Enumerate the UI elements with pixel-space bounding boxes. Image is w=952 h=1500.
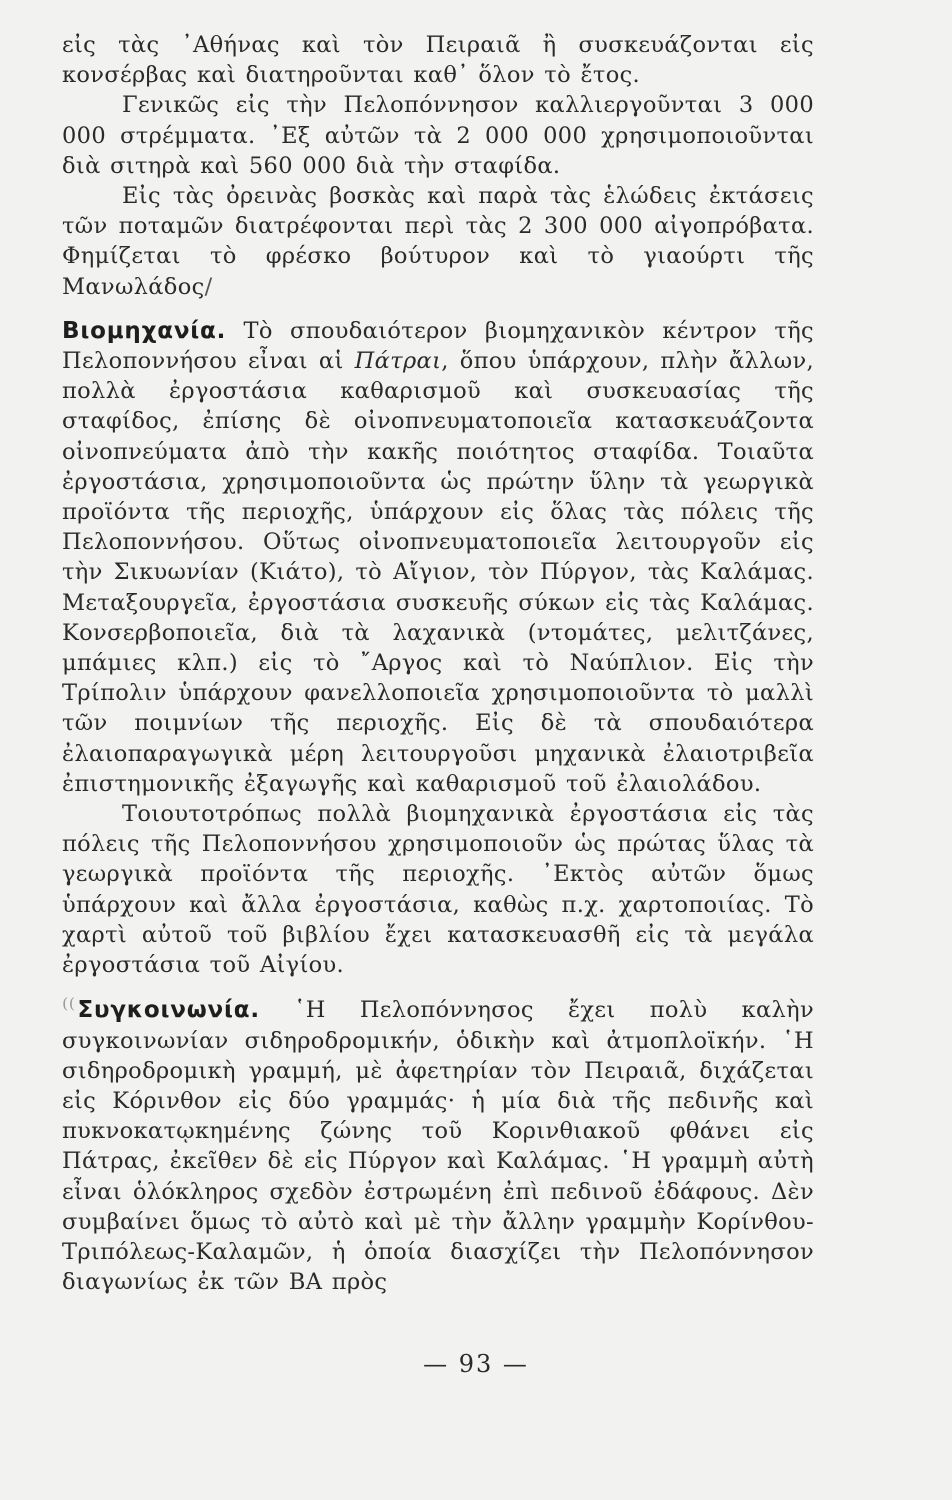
paragraph-industry-summary: Τοιουτοτρόπως πολλὰ βιομηχανικὰ ἐργοστάσια εἰς τὰς πόλεις τῆς Πελοποννήσου χρησιμοποιοῦν ὡς πρώτας ὕλας τὰ γεωργικὰ προϊόντα τῆς περιοχῆς. ᾿Εκτὸς αὐτῶν ὅμως ὑπάρχουν καὶ ἄλλα ἐργοστάσια, καθὼς π.χ. χαρτοποιίας. Τὸ χαρτὶ αὐτοῦ τοῦ βιβλίου ἔχει κατασκευασθῆ εἰς τὰ μεγάλα ἐργοστάσια τοῦ Αἰγίου.: [62, 801, 814, 979]
pencil-margin-mark: ⁽⁽: [62, 994, 76, 1025]
handwritten-slash-mark: /: [204, 273, 213, 300]
section-industry: [62, 316, 814, 799]
paragraph-livestock-text: Εἰς τὰς ὀρεινὰς βοσκὰς καὶ παρὰ τὰς ἑλώδεις ἐκτάσεις τῶν ποταμῶν διατρέφονται περὶ τὰς 2 300 000 αἰγοπρόβατα. Φημίζεται τὸ φρέσκο βούτυρον καὶ τὸ γιαούρτι τῆς Μανωλάδος: [62, 183, 814, 300]
section-heading-industry: Βιομηχανία.: [62, 317, 227, 344]
industry-text-start: Τὸ σπουδαιότερον βιομηχανικὸν κέντρον τῆς Πελοποννήσου εἶναι αἱ: [62, 317, 814, 375]
paragraph-preserves: εἰς τὰς ᾿Αθήνας καὶ τὸν Πειραιᾶ ἢ συσκευάζονται εἰς κονσέρβας καὶ διατηροῦνται καθ᾿ ὅλον τὸ ἔτος.: [62, 32, 814, 89]
industry-text-rest: , ὅπου ὑπάρχουν, πλὴν ἄλλων, πολλὰ ἐργοστάσια καθαρισμοῦ καὶ συσκευασίας τῆς σταφίδος, ἐπίσης δὲ οἰνοπνευματοποιεῖα κατασκευάζοντα οἰνοπνεύματα ἀπὸ τὴν κακῆς ποιότητος σταφίδα. Τοιαῦτα ἐργοστάσια, χρησιμοποιοῦντα ὡς πρώτην ὕλην τὰ γεωργικὰ προϊόντα τῆς περιοχῆς, ὑπάρχουν εἰς ὅλας τὰς πόλεις τῆς Πελοποννήσου. Οὕτως οἰνοπνευματοποιεῖα λειτουργοῦν εἰς τὴν Σικυωνίαν (Κιάτο), τὸ Αἴγιον, τὸν Πύργον, τὰς Καλάμας. Μεταξουργεῖα, ἐργοστάσια συσκευῆς σύκων εἰς τὰς Καλάμας. Κονσερβοποιεῖα, διὰ τὰ λαχανικὰ (ντομάτες, μελιτζάνες, μπάμιες κλπ.) εἰς τὸ ῎Αργος καὶ τὸ Ναύπλιον. Εἰς τὴν Τρίπολιν ὑπάρχουν φανελλοποιεῖα χρησιμοποιοῦντα τὸ μαλλὶ τῶν ποιμνίων τῆς περιοχῆς. Εἰς δὲ τὰ σπουδαιότερα ἐλαιοπαραγωγικὰ μέρη λειτουργοῦσι μηχανικὰ ἐλαιοτριβεῖα ἐπιστημονικῆς ἐξαγωγῆς καὶ καθαρισμοῦ τοῦ ἐλαιολάδου.: [62, 348, 815, 797]
section-heading-communication: Συγκοινωνία.: [77, 997, 260, 1024]
industry-text-emphasis: Πάτραι: [354, 348, 442, 375]
communication-text: ῾Η Πελοπόννησος ἔχει πολὺ καλὴν συγκοινωνίαν σιδηροδρομικήν, ὁδικὴν καὶ ἀτμοπλοϊκήν. ῾Η σιδηροδρομικὴ γραμμή, μὲ ἀφετηρίαν τὸν Πειραιᾶ, διχάζεται εἰς Κόρινθον εἰς δύο γραμμάς· ἡ μία διὰ τῆς πεδινῆς καὶ πυκνοκατῳκημένης ζώνης τοῦ Κορινθιακοῦ φθάνει εἰς Πάτρας, ἐκεῖθεν δὲ εἰς Πύργον καὶ Καλάμας. ῾Η γραμμὴ αὐτὴ εἶναι ὁλόκληρος σχεδὸν ἐστρωμένη ἐπὶ πεδινοῦ ἐδάφους. Δὲν συμβαίνει ὅμως τὸ αὐτὸ καὶ μὲ τὴν ἄλλην γραμμὴν Κορίνθου-Τριπόλεως-Καλαμῶν, ἡ ὁποία διασχίζει τὴν Πελοπόννησον διαγωνίως ἐκ τῶν ΒΑ πρὸς: [62, 997, 814, 1296]
paragraph-livestock: [62, 181, 814, 302]
page-number: — 93 —: [423, 1350, 529, 1378]
section-communication: [62, 994, 814, 1297]
paragraph-cultivation: Γενικῶς εἰς τὴν Πελοπόννησον καλλιεργοῦνται 3 000 000 στρέμματα. ᾿Εξ αὐτῶν τὰ 2 000 000 χρησιμοποιοῦνται διὰ σιτηρὰ καὶ 560 000 διὰ τὴν σταφίδα.: [62, 92, 814, 179]
page-body: [62, 30, 814, 1297]
